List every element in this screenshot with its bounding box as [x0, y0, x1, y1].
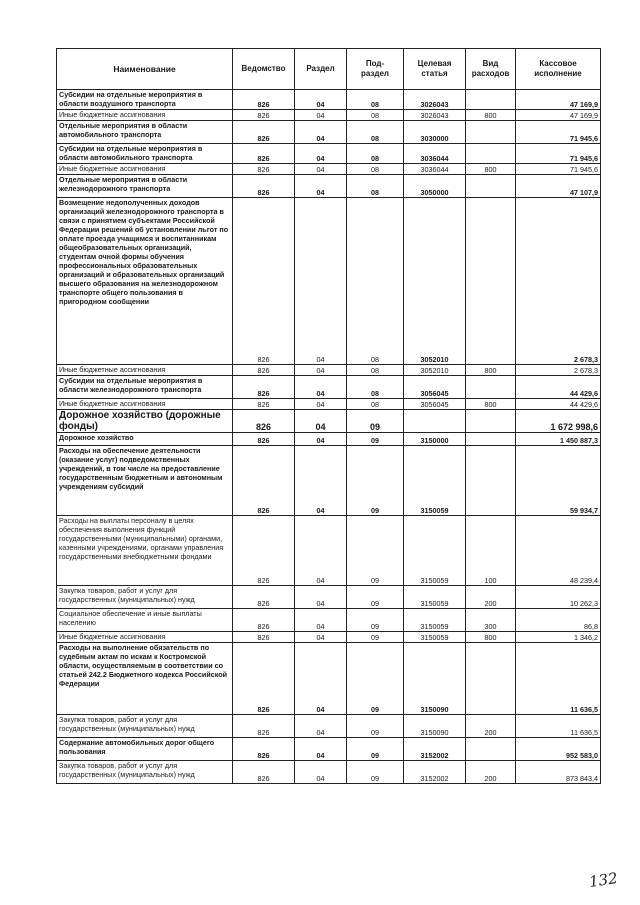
table-row	[57, 738, 601, 761]
row-sum: 71 945,6	[516, 164, 601, 175]
row-name: Субсидии на отдельные мероприятия в области железнодорожного транспорта	[57, 376, 233, 399]
row-vedomstvo: 826	[233, 433, 295, 446]
row-vid: 200	[466, 761, 516, 784]
row-podrazdel: 08	[347, 175, 404, 198]
table-row	[57, 632, 601, 643]
row-vid	[466, 376, 516, 399]
row-tselevaya: 3056045	[404, 376, 466, 399]
row-tselevaya: 3150059	[404, 632, 466, 643]
header-vedomstvo: Ведомство	[233, 49, 295, 90]
row-vid	[466, 643, 516, 715]
row-razdel: 04	[295, 365, 347, 376]
row-vid	[466, 410, 516, 433]
row-podrazdel: 09	[347, 738, 404, 761]
row-name: Содержание автомобильных дорог общего пользования	[57, 738, 233, 761]
row-podrazdel: 08	[347, 365, 404, 376]
row-vedomstvo: 826	[233, 446, 295, 516]
header-kassa: Кассовое исполнение	[516, 49, 601, 90]
row-sum: 2 678,3	[516, 365, 601, 376]
row-vid	[466, 144, 516, 164]
row-razdel: 04	[295, 446, 347, 516]
row-vedomstvo: 826	[233, 586, 295, 609]
row-sum: 44 429,6	[516, 399, 601, 410]
row-podrazdel: 08	[347, 110, 404, 121]
table-row	[57, 121, 601, 144]
row-podrazdel: 08	[347, 144, 404, 164]
row-razdel: 04	[295, 144, 347, 164]
row-sum: 1 450 887,3	[516, 433, 601, 446]
row-vid: 200	[466, 586, 516, 609]
header-podrazdel: Под- раздел	[347, 49, 404, 90]
table-row	[57, 144, 601, 164]
row-podrazdel: 08	[347, 164, 404, 175]
row-tselevaya: 3152002	[404, 761, 466, 784]
row-tselevaya: 3052010	[404, 365, 466, 376]
table-header-row	[57, 49, 601, 90]
row-sum: 11 636,5	[516, 643, 601, 715]
table-row	[57, 609, 601, 632]
row-razdel: 04	[295, 632, 347, 643]
row-razdel: 04	[295, 110, 347, 121]
row-sum: 71 945,6	[516, 144, 601, 164]
row-vid	[466, 433, 516, 446]
row-tselevaya: 3150059	[404, 609, 466, 632]
row-podrazdel: 09	[347, 410, 404, 433]
row-podrazdel: 08	[347, 90, 404, 110]
row-razdel: 04	[295, 198, 347, 365]
row-sum: 11 636,5	[516, 715, 601, 738]
row-vedomstvo: 826	[233, 376, 295, 399]
row-tselevaya: 3150090	[404, 715, 466, 738]
row-razdel: 04	[295, 410, 347, 433]
row-vid: 800	[466, 164, 516, 175]
row-vid	[466, 738, 516, 761]
table-row	[57, 399, 601, 410]
table-row	[57, 586, 601, 609]
row-vedomstvo: 826	[233, 738, 295, 761]
row-podrazdel: 08	[347, 121, 404, 144]
row-vedomstvo: 826	[233, 121, 295, 144]
row-razdel: 04	[295, 376, 347, 399]
row-tselevaya: 3150059	[404, 586, 466, 609]
table-row	[57, 643, 601, 715]
row-name: Социальное обеспечение и иные выплаты населению	[57, 609, 233, 632]
row-sum: 59 934,7	[516, 446, 601, 516]
row-tselevaya: 3152002	[404, 738, 466, 761]
row-tselevaya: 3026043	[404, 110, 466, 121]
row-name: Субсидии на отдельные мероприятия в области автомобильного транспорта	[57, 144, 233, 164]
row-sum: 71 945,6	[516, 121, 601, 144]
table-row	[57, 365, 601, 376]
row-vid: 100	[466, 516, 516, 586]
row-name: Закупка товаров, работ и услуг для государственных (муниципальных) нужд	[57, 761, 233, 784]
row-vid: 800	[466, 110, 516, 121]
row-tselevaya: 3052010	[404, 198, 466, 365]
row-vedomstvo: 826	[233, 632, 295, 643]
row-vedomstvo: 826	[233, 643, 295, 715]
row-sum: 2 678,3	[516, 198, 601, 365]
row-vid: 800	[466, 365, 516, 376]
row-vid: 200	[466, 715, 516, 738]
row-podrazdel: 08	[347, 399, 404, 410]
row-razdel: 04	[295, 643, 347, 715]
row-sum: 47 107,9	[516, 175, 601, 198]
row-razdel: 04	[295, 586, 347, 609]
row-sum: 44 429,6	[516, 376, 601, 399]
row-name: Иные бюджетные ассигнования	[57, 164, 233, 175]
row-vid: 800	[466, 399, 516, 410]
row-name: Закупка товаров, работ и услуг для государственных (муниципальных) нужд	[57, 586, 233, 609]
row-vid	[466, 175, 516, 198]
row-name: Закупка товаров, работ и услуг для государственных (муниципальных) нужд	[57, 715, 233, 738]
row-razdel: 04	[295, 121, 347, 144]
row-razdel: 04	[295, 761, 347, 784]
row-razdel: 04	[295, 90, 347, 110]
row-sum: 873 843,4	[516, 761, 601, 784]
row-sum: 47 169,9	[516, 110, 601, 121]
table-row	[57, 433, 601, 446]
table-row	[57, 198, 601, 365]
row-podrazdel: 09	[347, 586, 404, 609]
row-name: Иные бюджетные ассигнования	[57, 632, 233, 643]
header-name: Наименование	[57, 49, 233, 90]
table-row	[57, 164, 601, 175]
row-tselevaya	[404, 410, 466, 433]
row-sum: 952 583,0	[516, 738, 601, 761]
row-sum: 86,8	[516, 609, 601, 632]
table-row	[57, 516, 601, 586]
row-vedomstvo: 826	[233, 164, 295, 175]
row-sum: 1 346,2	[516, 632, 601, 643]
row-razdel: 04	[295, 175, 347, 198]
row-podrazdel: 08	[347, 198, 404, 365]
row-podrazdel: 09	[347, 433, 404, 446]
row-podrazdel: 09	[347, 715, 404, 738]
row-name: Дорожное хозяйство (дорожные фонды)	[57, 410, 233, 433]
table-row	[57, 446, 601, 516]
row-vid	[466, 446, 516, 516]
row-vedomstvo: 826	[233, 761, 295, 784]
row-name: Иные бюджетные ассигнования	[57, 110, 233, 121]
header-tselevaya: Целевая статья	[404, 49, 466, 90]
budget-table	[56, 48, 601, 784]
row-tselevaya: 3036044	[404, 164, 466, 175]
table-row	[57, 761, 601, 784]
row-vedomstvo: 826	[233, 516, 295, 586]
table-row	[57, 90, 601, 110]
row-name: Расходы на выполнение обязательств по судебным актам по искам к Костромской области, осуществляемым в соответствии со статьей 242.2 Бюджетного кодекса Российской Федерации	[57, 643, 233, 715]
row-razdel: 04	[295, 516, 347, 586]
row-tselevaya: 3150059	[404, 446, 466, 516]
row-sum: 1 672 998,6	[516, 410, 601, 433]
row-vid	[466, 90, 516, 110]
row-razdel: 04	[295, 715, 347, 738]
row-tselevaya: 3150090	[404, 643, 466, 715]
row-tselevaya: 3036044	[404, 144, 466, 164]
row-vid: 300	[466, 609, 516, 632]
table-row	[57, 410, 601, 433]
row-vedomstvo: 826	[233, 399, 295, 410]
row-razdel: 04	[295, 609, 347, 632]
row-tselevaya: 3150000	[404, 433, 466, 446]
row-podrazdel: 09	[347, 761, 404, 784]
header-vid: Вид расходов	[466, 49, 516, 90]
row-vid: 800	[466, 632, 516, 643]
row-razdel: 04	[295, 433, 347, 446]
header-razdel: Раздел	[295, 49, 347, 90]
row-tselevaya: 3030000	[404, 121, 466, 144]
row-vedomstvo: 826	[233, 198, 295, 365]
row-tselevaya: 3026043	[404, 90, 466, 110]
row-name: Возмещение недополученных доходов организаций железнодорожного транспорта в связи с принятием субъектами Российской Федерации решений об установлении льгот по оплате проезда учащимся и воспитанникам общеобразовательных организаций, студентам очной формы обучения профессиональных образовательных организаций и образовательных организаций высшего образования на железнодорожном транспорте общего пользования в пригородном сообщении	[57, 198, 233, 365]
row-vid	[466, 121, 516, 144]
table-row	[57, 376, 601, 399]
row-tselevaya: 3056045	[404, 399, 466, 410]
row-vedomstvo: 826	[233, 410, 295, 433]
row-name: Иные бюджетные ассигнования	[57, 399, 233, 410]
row-razdel: 04	[295, 738, 347, 761]
table-row	[57, 110, 601, 121]
row-name: Иные бюджетные ассигнования	[57, 365, 233, 376]
row-podrazdel: 09	[347, 609, 404, 632]
row-podrazdel: 09	[347, 643, 404, 715]
row-sum: 47 169,9	[516, 90, 601, 110]
row-sum: 10 262,3	[516, 586, 601, 609]
row-sum: 48 239,4	[516, 516, 601, 586]
row-name: Отдельные мероприятия в области железнодорожного транспорта	[57, 175, 233, 198]
row-podrazdel: 09	[347, 446, 404, 516]
table-row	[57, 715, 601, 738]
row-name: Расходы на выплаты персоналу в целях обеспечения выполнения функций государственными (муниципальными) органами, казенными учреждениями, органами управления государственными внебюджетными фондами	[57, 516, 233, 586]
row-tselevaya: 3050000	[404, 175, 466, 198]
row-razdel: 04	[295, 399, 347, 410]
row-vedomstvo: 826	[233, 609, 295, 632]
page-number: 132	[588, 869, 620, 891]
budget-sheet	[56, 48, 600, 784]
row-name: Дорожное хозяйство	[57, 433, 233, 446]
row-vedomstvo: 826	[233, 90, 295, 110]
row-razdel: 04	[295, 164, 347, 175]
row-vedomstvo: 826	[233, 175, 295, 198]
row-vid	[466, 198, 516, 365]
row-vedomstvo: 826	[233, 110, 295, 121]
row-vedomstvo: 826	[233, 144, 295, 164]
row-podrazdel: 09	[347, 516, 404, 586]
row-name: Расходы на обеспечение деятельности (оказание услуг) подведомственных учреждений, в том числе на предоставление государственным бюджетным и автономным учреждениям субсидий	[57, 446, 233, 516]
row-name: Отдельные мероприятия в области автомобильного транспорта	[57, 121, 233, 144]
row-vedomstvo: 826	[233, 365, 295, 376]
row-podrazdel: 09	[347, 632, 404, 643]
row-podrazdel: 08	[347, 376, 404, 399]
row-vedomstvo: 826	[233, 715, 295, 738]
row-name: Субсидии на отдельные мероприятия в области воздушного транспорта	[57, 90, 233, 110]
table-row	[57, 175, 601, 198]
row-tselevaya: 3150059	[404, 516, 466, 586]
